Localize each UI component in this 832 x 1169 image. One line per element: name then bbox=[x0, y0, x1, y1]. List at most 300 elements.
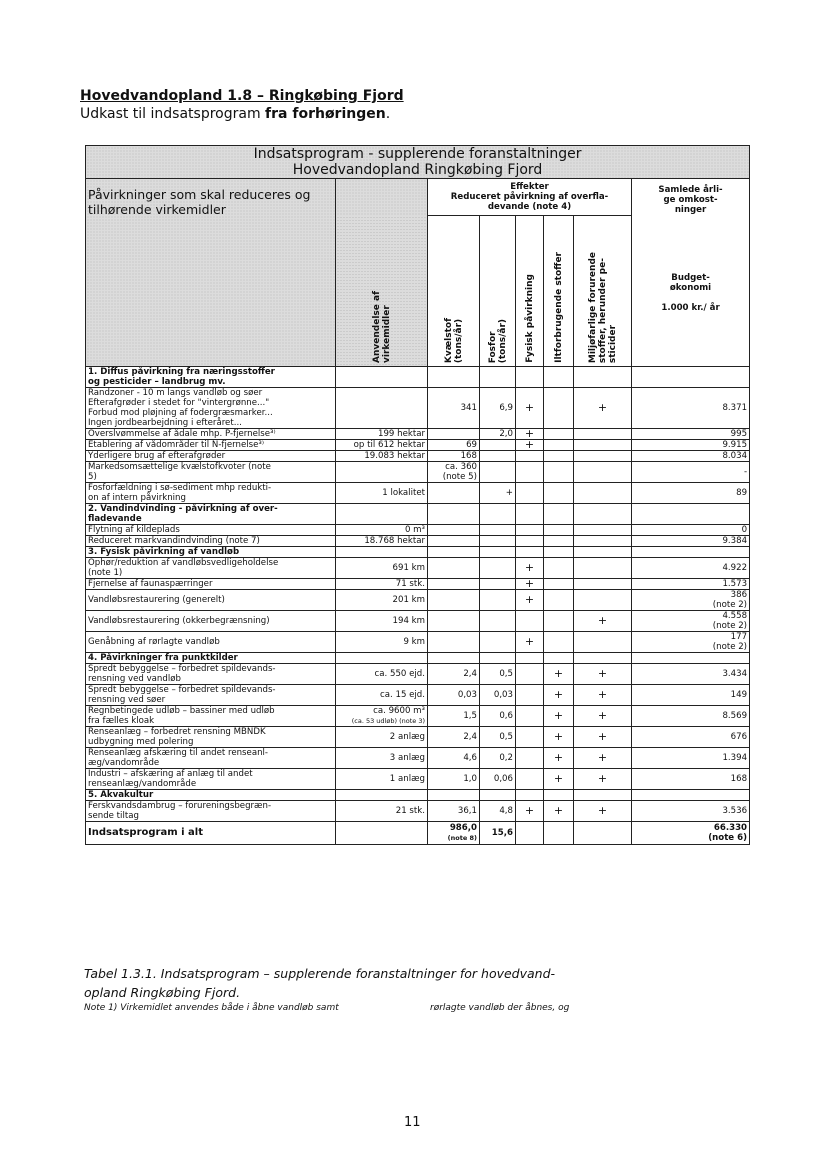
row-label bbox=[86, 451, 336, 462]
cell-anvendelse-text: ca. 9600 m³ bbox=[373, 706, 425, 716]
cell-fysisk bbox=[516, 822, 544, 845]
cell-cost-text: - bbox=[743, 467, 748, 477]
cell-cost bbox=[632, 388, 750, 429]
cell-kvaelstof bbox=[428, 483, 480, 504]
cell-anvendelse bbox=[336, 611, 428, 632]
cell-kvaelstof-text: 1,0 bbox=[463, 774, 477, 784]
cell-fysisk bbox=[516, 388, 544, 429]
empty-cell bbox=[480, 653, 516, 664]
cell-cost bbox=[632, 579, 750, 590]
cell-fysisk-text: + bbox=[524, 578, 535, 590]
cell-kvaelstof-note: (note 8) bbox=[447, 834, 477, 842]
cell-iltforbrug bbox=[544, 769, 574, 790]
cell-cost-text: 8.034 bbox=[722, 451, 748, 461]
row-label bbox=[86, 769, 336, 790]
cell-fosfor bbox=[480, 664, 516, 685]
cell-fysisk bbox=[516, 558, 544, 579]
empty-cell bbox=[480, 547, 516, 558]
cell-cost bbox=[632, 664, 750, 685]
cell-iltforbrug bbox=[544, 525, 574, 536]
cell-fysisk bbox=[516, 611, 544, 632]
cell-cost bbox=[632, 727, 750, 748]
cell-fosfor bbox=[480, 706, 516, 727]
cell-miljo-text: + bbox=[597, 401, 608, 414]
cell-miljo bbox=[574, 611, 632, 632]
cell-anvendelse bbox=[336, 525, 428, 536]
cell-kvaelstof bbox=[428, 748, 480, 769]
cell-anvendelse-note: (ca. 53 udløb) (note 3) bbox=[351, 717, 425, 725]
section-row bbox=[86, 547, 750, 558]
cell-cost-text: 177 (note 2) bbox=[712, 632, 748, 652]
cell-anvendelse-text: 199 hektar bbox=[377, 429, 425, 439]
cell-miljo-text: + bbox=[597, 614, 608, 627]
cell-iltforbrug bbox=[544, 451, 574, 462]
cell-fosfor bbox=[480, 632, 516, 653]
empty-cell bbox=[516, 367, 544, 388]
cell-kvaelstof-text: 1,5 bbox=[463, 711, 477, 721]
cell-cost-text: 386 (note 2) bbox=[712, 590, 748, 610]
cell-cost bbox=[632, 440, 750, 451]
cell-cost-text: 0 bbox=[741, 525, 748, 535]
row-label bbox=[86, 748, 336, 769]
cell-fosfor bbox=[480, 727, 516, 748]
cell-miljo bbox=[574, 822, 632, 845]
table-row bbox=[86, 558, 750, 579]
cell-fosfor-text: 4,8 bbox=[499, 806, 513, 816]
empty-cell bbox=[632, 653, 750, 664]
col-fosfor bbox=[480, 216, 516, 367]
cell-cost bbox=[632, 748, 750, 769]
cell-miljo-text: + bbox=[597, 688, 608, 701]
empty-cell bbox=[336, 504, 428, 525]
cell-fosfor-text: 0,5 bbox=[499, 732, 513, 742]
row-label bbox=[86, 462, 336, 483]
cell-iltforbrug bbox=[544, 685, 574, 706]
subheading-end: . bbox=[385, 106, 391, 122]
cell-fosfor bbox=[480, 579, 516, 590]
row-label-text: Indsatsprogram i alt bbox=[88, 827, 203, 838]
empty-cell bbox=[336, 367, 428, 388]
cell-fysisk bbox=[516, 801, 544, 822]
page-heading: Hovedvandopland 1.8 – Ringkøbing Fjord bbox=[80, 88, 404, 104]
cell-kvaelstof-text: 0,03 bbox=[457, 690, 477, 700]
cell-kvaelstof bbox=[428, 632, 480, 653]
cell-cost-text: 8.569 bbox=[722, 711, 748, 721]
cell-fosfor-text: 0,06 bbox=[493, 774, 513, 784]
cell-cost bbox=[632, 451, 750, 462]
cell-fosfor bbox=[480, 440, 516, 451]
table-row bbox=[86, 462, 750, 483]
empty-cell bbox=[574, 547, 632, 558]
cell-cost bbox=[632, 822, 750, 845]
row-label bbox=[86, 611, 336, 632]
cell-cost-text: 168 bbox=[730, 774, 748, 784]
cell-fysisk bbox=[516, 632, 544, 653]
row-label bbox=[86, 579, 336, 590]
row-label-text: Fjernelse af faunaspærringer bbox=[88, 579, 213, 589]
empty-cell bbox=[544, 547, 574, 558]
anvendelse-top bbox=[336, 179, 428, 216]
cell-anvendelse bbox=[336, 801, 428, 822]
cell-anvendelse-text: 9 km bbox=[403, 637, 425, 647]
cell-miljo-text: + bbox=[597, 730, 608, 743]
cell-iltforbrug bbox=[544, 388, 574, 429]
cell-fysisk bbox=[516, 462, 544, 483]
cell-kvaelstof bbox=[428, 685, 480, 706]
cell-anvendelse bbox=[336, 664, 428, 685]
cell-anvendelse-text: op til 612 hektar bbox=[353, 440, 425, 450]
row-label-text: Vandløbsrestaurering (okkerbegrænsning) bbox=[88, 616, 270, 626]
cell-kvaelstof bbox=[428, 462, 480, 483]
cell-anvendelse bbox=[336, 388, 428, 429]
cell-kvaelstof bbox=[428, 727, 480, 748]
cell-cost-text: 3.434 bbox=[722, 669, 748, 679]
col-fysisk-label: Fysisk påvirkning bbox=[524, 274, 535, 363]
row-label-text: Flytning af kildeplads bbox=[88, 525, 180, 535]
empty-cell bbox=[544, 367, 574, 388]
section-label: 3. Fysisk påvirkning af vandløb bbox=[86, 547, 336, 558]
empty-cell bbox=[516, 547, 544, 558]
cell-fosfor bbox=[480, 769, 516, 790]
cell-fosfor-text: 2,0 bbox=[499, 429, 513, 439]
section-row bbox=[86, 790, 750, 801]
cell-miljo bbox=[574, 664, 632, 685]
cell-anvendelse bbox=[336, 440, 428, 451]
table-row bbox=[86, 685, 750, 706]
cell-kvaelstof bbox=[428, 611, 480, 632]
empty-cell bbox=[544, 504, 574, 525]
row-label-text: Randzoner - 10 m langs vandløb og søer Efterafgrøder i stedet for "vintergrønne..." Forbud mod pløjning af fodergræsmarker... Ingen jordbearbejdning i efteråret... bbox=[88, 388, 273, 428]
row-label bbox=[86, 822, 336, 845]
table-row bbox=[86, 579, 750, 590]
section-row bbox=[86, 367, 750, 388]
empty-cell bbox=[516, 790, 544, 801]
cell-miljo bbox=[574, 451, 632, 462]
cell-anvendelse bbox=[336, 822, 428, 845]
cell-anvendelse-text: ca. 15 ejd. bbox=[380, 690, 425, 700]
cell-fysisk bbox=[516, 525, 544, 536]
section-row bbox=[86, 653, 750, 664]
cell-fysisk-text: + bbox=[524, 804, 535, 817]
row-label bbox=[86, 801, 336, 822]
cell-miljo-text: + bbox=[597, 772, 608, 785]
cell-cost bbox=[632, 685, 750, 706]
table-row bbox=[86, 536, 750, 547]
cell-iltforbrug bbox=[544, 664, 574, 685]
empty-cell bbox=[516, 653, 544, 664]
empty-cell bbox=[544, 790, 574, 801]
row-label-text: Reduceret markvandindvinding (note 7) bbox=[88, 536, 260, 546]
cell-cost bbox=[632, 462, 750, 483]
cell-iltforbrug-text: + bbox=[553, 730, 564, 743]
table-row bbox=[86, 748, 750, 769]
cell-anvendelse bbox=[336, 590, 428, 611]
empty-cell bbox=[480, 367, 516, 388]
cell-miljo bbox=[574, 590, 632, 611]
empty-cell bbox=[428, 653, 480, 664]
cell-fosfor bbox=[480, 558, 516, 579]
row-label bbox=[86, 536, 336, 547]
col-miljo bbox=[574, 216, 632, 367]
left-header: Påvirkninger som skal reduceres og tilhørende virkemidler bbox=[86, 179, 336, 367]
col-iltforbrug bbox=[544, 216, 574, 367]
table-caption: Tabel 1.3.1. Indsatsprogram – supplerende foranstaltninger for hovedvand- opland Ringkøbing Fjord. bbox=[84, 966, 556, 1000]
cell-iltforbrug-text: + bbox=[553, 772, 564, 785]
cell-iltforbrug bbox=[544, 611, 574, 632]
cell-miljo-text: + bbox=[597, 804, 608, 817]
subheading-bold: fra forhøringen bbox=[265, 106, 386, 122]
cell-iltforbrug bbox=[544, 440, 574, 451]
cell-fysisk bbox=[516, 429, 544, 440]
table-row bbox=[86, 388, 750, 429]
subheading-text: Udkast til indsatsprogram bbox=[80, 106, 266, 122]
cell-anvendelse bbox=[336, 685, 428, 706]
cell-cost-text: 1.573 bbox=[722, 579, 748, 589]
empty-cell bbox=[632, 547, 750, 558]
row-label-text: Vandløbsrestaurering (generelt) bbox=[88, 595, 225, 605]
cell-fosfor bbox=[480, 525, 516, 536]
cell-fosfor-text: 6,9 bbox=[499, 403, 513, 413]
col-kvaelstof-label: Kvælstof (tons/år) bbox=[443, 317, 464, 363]
cell-fosfor bbox=[480, 748, 516, 769]
cell-miljo bbox=[574, 536, 632, 547]
section-label: 5. Akvakultur bbox=[86, 790, 336, 801]
cell-fysisk bbox=[516, 590, 544, 611]
row-label bbox=[86, 706, 336, 727]
cell-iltforbrug bbox=[544, 706, 574, 727]
row-label bbox=[86, 727, 336, 748]
cell-cost bbox=[632, 525, 750, 536]
cell-fysisk bbox=[516, 579, 544, 590]
cell-anvendelse-text: 0 m³ bbox=[404, 525, 425, 535]
cell-miljo bbox=[574, 462, 632, 483]
col-fosfor-label: Fosfor (tons/år) bbox=[487, 318, 508, 363]
cell-miljo bbox=[574, 388, 632, 429]
cell-fysisk-text: + bbox=[524, 428, 535, 440]
cell-iltforbrug bbox=[544, 822, 574, 845]
col-kvaelstof bbox=[428, 216, 480, 367]
cell-anvendelse-text: 1 anlæg bbox=[389, 774, 425, 784]
row-label-text: Fosforfældning i sø-sediment mhp redukti- on af intern påvirkning bbox=[88, 483, 272, 503]
row-label-text: Ferskvandsdambrug – forureningsbegræn- sende tiltag bbox=[88, 801, 272, 821]
cell-fosfor bbox=[480, 462, 516, 483]
cell-anvendelse-text: 201 km bbox=[392, 595, 425, 605]
cell-iltforbrug-text: + bbox=[553, 667, 564, 680]
cell-kvaelstof bbox=[428, 590, 480, 611]
empty-cell bbox=[428, 547, 480, 558]
cell-iltforbrug bbox=[544, 579, 574, 590]
cell-kvaelstof-text: 168 bbox=[460, 451, 477, 461]
cell-miljo bbox=[574, 525, 632, 536]
page-number: 11 bbox=[404, 1115, 421, 1130]
cell-anvendelse bbox=[336, 706, 428, 727]
cell-kvaelstof-text: 36,1 bbox=[457, 806, 477, 816]
cost-header-main: Samlede årli- ge omkost- ninger bbox=[658, 185, 723, 215]
cell-fosfor bbox=[480, 822, 516, 845]
cell-cost bbox=[632, 590, 750, 611]
cell-miljo bbox=[574, 429, 632, 440]
cell-fysisk bbox=[516, 685, 544, 706]
cell-anvendelse bbox=[336, 769, 428, 790]
cell-miljo bbox=[574, 801, 632, 822]
cell-miljo bbox=[574, 483, 632, 504]
cell-fysisk bbox=[516, 706, 544, 727]
cell-kvaelstof bbox=[428, 536, 480, 547]
empty-cell bbox=[574, 790, 632, 801]
cell-fysisk bbox=[516, 664, 544, 685]
section-label: 2. Vandindvinding - påvirkning af over- fladevande bbox=[86, 504, 336, 525]
cell-fysisk bbox=[516, 536, 544, 547]
cell-anvendelse bbox=[336, 483, 428, 504]
cell-anvendelse bbox=[336, 748, 428, 769]
cell-iltforbrug bbox=[544, 462, 574, 483]
cell-fosfor-text: 0,03 bbox=[493, 690, 513, 700]
row-label bbox=[86, 590, 336, 611]
empty-cell bbox=[428, 504, 480, 525]
cell-cost bbox=[632, 706, 750, 727]
cell-kvaelstof bbox=[428, 525, 480, 536]
cell-kvaelstof bbox=[428, 664, 480, 685]
cell-anvendelse bbox=[336, 579, 428, 590]
empty-cell bbox=[336, 790, 428, 801]
empty-cell bbox=[480, 504, 516, 525]
cell-fosfor-text: 15,6 bbox=[491, 828, 513, 838]
empty-cell bbox=[516, 504, 544, 525]
row-label bbox=[86, 632, 336, 653]
row-label bbox=[86, 685, 336, 706]
empty-cell bbox=[428, 790, 480, 801]
cell-anvendelse bbox=[336, 558, 428, 579]
cell-cost bbox=[632, 536, 750, 547]
cell-miljo bbox=[574, 579, 632, 590]
cell-miljo-text: + bbox=[597, 667, 608, 680]
row-label-text: Renseanlæg afskæring til andet renseanl- æg/vandområde bbox=[88, 748, 269, 768]
cell-anvendelse bbox=[336, 451, 428, 462]
table-row bbox=[86, 727, 750, 748]
cell-iltforbrug-text: + bbox=[553, 804, 564, 817]
row-label bbox=[86, 440, 336, 451]
section-label: 1. Diffus påvirkning fra næringsstoffer og pesticider – landbrug mv. bbox=[86, 367, 336, 388]
cell-fosfor bbox=[480, 483, 516, 504]
cell-cost-text: 89 bbox=[736, 488, 748, 498]
cell-kvaelstof bbox=[428, 769, 480, 790]
cell-kvaelstof-text: 2,4 bbox=[463, 732, 477, 742]
cell-fysisk bbox=[516, 440, 544, 451]
row-label-text: Overslvømmelse af ådale mhp. P-fjernelse³⁾ bbox=[88, 429, 276, 439]
table-row bbox=[86, 429, 750, 440]
col-anvendelse-label: Anvendelse af virkemidler bbox=[371, 291, 392, 363]
cell-kvaelstof-text: 4,6 bbox=[463, 753, 477, 763]
cell-fysisk-text: + bbox=[524, 635, 535, 648]
row-label-text: Renseanlæg – forbedret rensning MBNDK udbygning med polering bbox=[88, 727, 266, 747]
row-label-text: Spredt bebyggelse – forbedret spildevands- rensning ved søer bbox=[88, 685, 276, 705]
row-label-text: Etablering af vådområder til N-fjernelse³⁾ bbox=[88, 440, 264, 450]
cell-fosfor bbox=[480, 451, 516, 462]
cell-fysisk bbox=[516, 769, 544, 790]
cell-cost-text: 676 bbox=[730, 732, 748, 742]
row-label-text: Yderligere brug af efterafgrøder bbox=[88, 451, 226, 461]
row-label bbox=[86, 525, 336, 536]
empty-cell bbox=[574, 653, 632, 664]
cell-fosfor bbox=[480, 429, 516, 440]
cell-fosfor bbox=[480, 590, 516, 611]
cell-cost-text: 66.330 (note 6) bbox=[708, 823, 748, 843]
cell-cost-text: 8.371 bbox=[722, 403, 748, 413]
cell-anvendelse-text: 194 km bbox=[392, 616, 425, 626]
cell-kvaelstof bbox=[428, 388, 480, 429]
cell-anvendelse bbox=[336, 462, 428, 483]
cell-kvaelstof bbox=[428, 440, 480, 451]
cell-kvaelstof bbox=[428, 822, 480, 845]
empty-cell bbox=[574, 504, 632, 525]
cell-cost bbox=[632, 429, 750, 440]
empty-cell bbox=[336, 653, 428, 664]
cell-kvaelstof bbox=[428, 429, 480, 440]
table-row bbox=[86, 769, 750, 790]
table-body bbox=[86, 367, 750, 845]
row-label-text: Markedsomsættelige kvælstofkvoter (note 5) bbox=[88, 462, 271, 482]
row-label-text: Regnbetingede udløb – bassiner med udløb fra fælles kloak bbox=[88, 706, 275, 726]
cell-anvendelse-text: 21 stk. bbox=[395, 806, 425, 816]
cell-miljo bbox=[574, 685, 632, 706]
cell-miljo-text: + bbox=[597, 751, 608, 764]
cell-iltforbrug bbox=[544, 536, 574, 547]
cell-kvaelstof-text: 341 bbox=[460, 403, 477, 413]
cell-iltforbrug bbox=[544, 727, 574, 748]
cell-fysisk-text: + bbox=[524, 439, 535, 451]
row-label bbox=[86, 483, 336, 504]
cell-cost-text: 995 bbox=[730, 429, 748, 439]
cell-iltforbrug bbox=[544, 632, 574, 653]
row-label bbox=[86, 664, 336, 685]
cell-fosfor-text: 0,2 bbox=[499, 753, 513, 763]
cell-cost-text: 9.384 bbox=[722, 536, 748, 546]
cell-kvaelstof bbox=[428, 558, 480, 579]
table-row bbox=[86, 801, 750, 822]
cell-cost-text: 4.558 (note 2) bbox=[712, 611, 748, 631]
cell-fysisk-text: + bbox=[524, 593, 535, 606]
cell-fysisk bbox=[516, 483, 544, 504]
cell-anvendelse bbox=[336, 727, 428, 748]
cell-miljo bbox=[574, 748, 632, 769]
cell-anvendelse bbox=[336, 429, 428, 440]
cell-miljo bbox=[574, 727, 632, 748]
cell-miljo bbox=[574, 632, 632, 653]
cell-cost-text: 149 bbox=[730, 690, 748, 700]
row-label-text: Spredt bebyggelse – forbedret spildevands- rensning ved vandløb bbox=[88, 664, 276, 684]
row-label-text: Industri – afskæring af anlæg til andet renseanlæg/vandområde bbox=[88, 769, 253, 789]
row-label-text: Ophør/reduktion af vandløbsvedligeholdelse (note 1) bbox=[88, 558, 279, 578]
table-row bbox=[86, 664, 750, 685]
row-label bbox=[86, 558, 336, 579]
cell-anvendelse bbox=[336, 536, 428, 547]
cell-anvendelse-text: 3 anlæg bbox=[389, 753, 425, 763]
cell-fysisk-text: + bbox=[524, 401, 535, 414]
cell-iltforbrug bbox=[544, 590, 574, 611]
cell-anvendelse-text: 19.083 hektar bbox=[364, 451, 425, 461]
row-label bbox=[86, 429, 336, 440]
cell-iltforbrug-text: + bbox=[553, 709, 564, 722]
cell-fosfor-text: 0,6 bbox=[499, 711, 513, 721]
cell-iltforbrug bbox=[544, 748, 574, 769]
cell-anvendelse-text: ca. 550 ejd. bbox=[374, 669, 425, 679]
cell-anvendelse bbox=[336, 632, 428, 653]
table-row bbox=[86, 525, 750, 536]
table-title: Indsatsprogram - supplerende foranstaltninger Hovedvandopland Ringkøbing Fjord bbox=[86, 146, 750, 179]
empty-cell bbox=[480, 790, 516, 801]
empty-cell bbox=[544, 653, 574, 664]
cell-kvaelstof-text: 69 bbox=[466, 440, 477, 450]
